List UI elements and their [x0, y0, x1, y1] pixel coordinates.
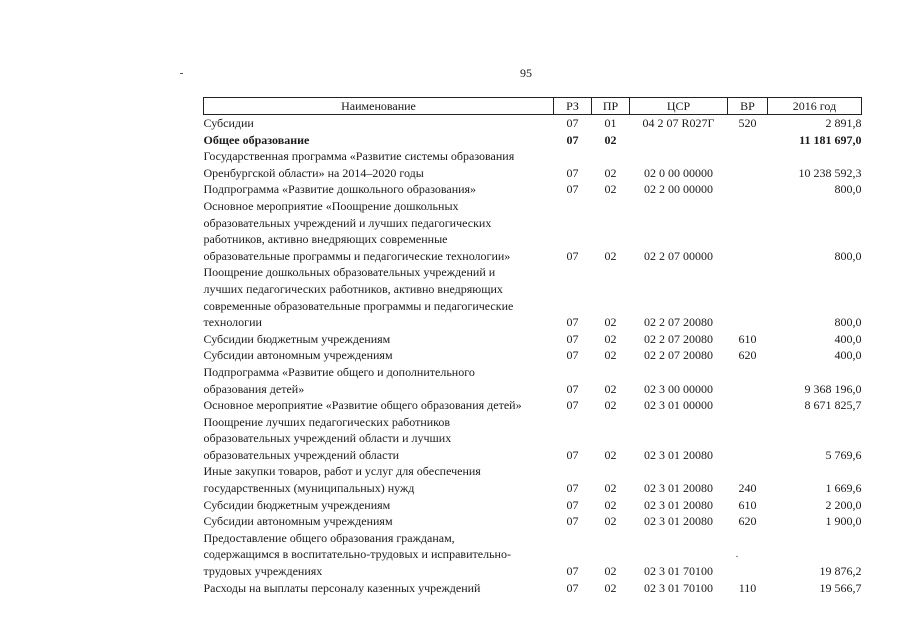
- row-pr: 02: [604, 514, 617, 529]
- row-rz: 07: [566, 481, 579, 496]
- row-sum: 5 769,6: [825, 447, 862, 462]
- row-name-line: современные образовательные программы и педагогические: [203, 298, 514, 313]
- row-vr: [728, 364, 768, 397]
- row-name-line: Субсидии автономным учреждениям: [203, 514, 393, 529]
- row-name: [204, 115, 554, 132]
- row-sum: 800,0: [834, 182, 862, 197]
- row-pr: 02: [604, 481, 617, 496]
- row-pr: 02: [604, 497, 617, 512]
- budget-table: [203, 97, 862, 596]
- row-name-line: Иные закупки товаров, работ и услуг для обеспечения: [203, 464, 481, 479]
- row-name: [204, 397, 554, 414]
- row-rz: 07: [566, 497, 579, 512]
- row-sum: 11 181 697,0: [799, 132, 862, 147]
- row-name-line: образовательных учреждений области и лучших: [203, 431, 452, 446]
- row-vr: 240: [738, 481, 757, 496]
- row-sum: 400,0: [834, 348, 862, 363]
- row-name-line: Основное мероприятие «Развитие общего образования детей»: [203, 398, 522, 413]
- row-name-line: трудовых учреждениях: [203, 564, 323, 579]
- row-rz: 07: [566, 165, 579, 180]
- table-row: [204, 397, 862, 414]
- row-name-line: Субсидии автономным учреждениям: [203, 348, 393, 363]
- row-csr: 02 2 07 00000: [644, 248, 713, 263]
- row-pr: 02: [604, 182, 617, 197]
- row-sum: 19 876,2: [819, 564, 862, 579]
- row-rz: 07: [566, 348, 579, 363]
- table-row: [204, 513, 862, 530]
- row-name: [204, 198, 554, 264]
- table-row: [204, 115, 862, 132]
- row-rz: 07: [566, 331, 579, 346]
- table-row: [204, 198, 862, 264]
- row-csr: [630, 132, 728, 149]
- row-rz: 07: [566, 182, 579, 197]
- table-row: [204, 364, 862, 397]
- row-sum: 10 238 592,3: [798, 165, 862, 180]
- row-name-line: содержащимся в воспитательно-трудовых и исправительно-: [203, 547, 511, 562]
- table-row: [204, 347, 862, 364]
- row-name: [204, 580, 554, 597]
- row-name-line: государственных (муниципальных) нужд: [203, 481, 415, 496]
- row-csr: 02 3 00 00000: [644, 381, 713, 396]
- row-name: [204, 497, 554, 514]
- row-sum: 800,0: [834, 248, 862, 263]
- row-name-line: Поощрение лучших педагогических работников: [203, 414, 451, 429]
- row-sum: 400,0: [834, 331, 862, 346]
- header-csr: ЦСР: [630, 98, 728, 115]
- row-csr: 02 2 07 20080: [644, 315, 713, 330]
- row-name-line: Государственная программа «Развитие системы образования: [203, 149, 515, 164]
- row-name-line: работников, активно внедряющих современные: [203, 232, 448, 247]
- row-rz: 07: [566, 116, 579, 130]
- row-name: [204, 181, 554, 198]
- row-vr: 110: [738, 580, 757, 595]
- table-row: [204, 414, 862, 464]
- table-row: [204, 463, 862, 496]
- row-vr: [728, 181, 768, 198]
- row-csr: 04 2 07 R027Г: [642, 116, 715, 130]
- row-vr: 610: [738, 497, 757, 512]
- table-row: [204, 148, 862, 181]
- row-vr: [728, 132, 768, 149]
- row-name: [204, 364, 554, 397]
- row-sum: 19 566,7: [819, 580, 862, 595]
- row-sum: 800,0: [834, 315, 862, 330]
- table-body: [204, 115, 862, 597]
- row-csr: 02 3 01 20080: [644, 514, 713, 529]
- row-rz: 07: [566, 514, 579, 529]
- row-name: [204, 347, 554, 364]
- row-name: [204, 530, 554, 580]
- row-pr: 02: [604, 348, 617, 363]
- row-name-line: Субсидии бюджетным учреждениям: [203, 497, 391, 512]
- row-name-line: технологии: [203, 315, 262, 330]
- row-name: [204, 331, 554, 348]
- row-name-line: Поощрение дошкольных образовательных учреждений и: [203, 265, 496, 280]
- row-vr: [728, 397, 768, 414]
- row-name: [204, 148, 554, 181]
- row-rz: 07: [566, 564, 579, 579]
- row-name-line: образовательные программы и педагогические технологии»: [203, 248, 511, 263]
- header-vr: ВР: [728, 98, 768, 115]
- row-vr: 520: [738, 116, 757, 130]
- row-csr: 02 0 00 00000: [644, 165, 713, 180]
- row-pr: 02: [604, 398, 617, 413]
- header-name: Наименование: [204, 98, 554, 115]
- row-sum: 2 891,8: [825, 116, 862, 130]
- row-name-line: Оренбургской области» на 2014–2020 годы: [203, 165, 424, 180]
- row-name-line: Субсидии бюджетным учреждениям: [203, 331, 391, 346]
- row-name-line: Субсидии: [203, 116, 254, 130]
- row-name-line: образовательных учреждений области: [203, 447, 400, 462]
- row-vr: 620: [738, 348, 757, 363]
- row-pr: 02: [604, 564, 617, 579]
- row-vr: [728, 198, 768, 264]
- row-rz: 07: [566, 381, 579, 396]
- row-name-line: образовательных учреждений и лучших педагогических: [203, 215, 492, 230]
- header-pr: ПР: [592, 98, 630, 115]
- header-year: 2016 год: [768, 98, 862, 115]
- row-name-line: Расходы на выплаты персоналу казенных учреждений: [203, 580, 481, 595]
- row-csr: 02 3 01 70100: [644, 564, 713, 579]
- row-csr: 02 2 07 20080: [644, 331, 713, 346]
- table-row: [204, 580, 862, 597]
- table-row: [204, 331, 862, 348]
- row-rz: 07: [566, 398, 579, 413]
- row-sum: 1 669,6: [825, 481, 862, 496]
- row-name: [204, 264, 554, 330]
- row-pr: 02: [604, 315, 617, 330]
- row-name-line: Общее образование: [203, 132, 310, 147]
- row-csr: 02 3 01 70100: [644, 580, 713, 595]
- row-rz: 07: [566, 447, 579, 462]
- row-rz: 07: [566, 580, 579, 595]
- row-pr: 01: [604, 116, 617, 130]
- row-name-line: Подпрограмма «Развитие общего и дополнительного: [203, 364, 475, 379]
- row-sum: 1 900,0: [825, 514, 862, 529]
- row-csr: 02 3 01 20080: [644, 447, 713, 462]
- row-vr: 620: [738, 514, 757, 529]
- row-vr: [728, 264, 768, 330]
- table-row: [204, 497, 862, 514]
- row-pr: 02: [604, 447, 617, 462]
- table-row: [204, 264, 862, 330]
- row-name: [204, 463, 554, 496]
- row-sum: 2 200,0: [825, 497, 862, 512]
- row-pr: 02: [604, 580, 617, 595]
- row-vr: [728, 148, 768, 181]
- row-csr: 02 3 01 00000: [644, 398, 713, 413]
- row-sum: 8 671 825,7: [804, 398, 862, 413]
- row-name-line: лучших педагогических работников, активно внедряющих: [203, 281, 503, 296]
- row-csr: 02 3 01 20080: [644, 481, 713, 496]
- row-pr: 02: [604, 331, 617, 346]
- row-pr: 02: [604, 165, 617, 180]
- header-rz: РЗ: [554, 98, 592, 115]
- row-csr: 02 2 00 00000: [644, 182, 713, 197]
- table-row: [204, 132, 862, 149]
- row-name: [204, 132, 554, 149]
- row-name-line: Предоставление общего образования гражданам,: [203, 530, 455, 545]
- row-csr: 02 2 07 20080: [644, 348, 713, 363]
- row-name: [204, 513, 554, 530]
- row-pr: 02: [604, 381, 617, 396]
- table-header: [204, 98, 862, 115]
- scan-mark: [180, 73, 183, 74]
- row-name-line: Основное мероприятие «Поощрение дошкольных: [203, 198, 459, 213]
- table-row: [204, 181, 862, 198]
- row-name: [204, 414, 554, 464]
- row-sum: 9 368 196,0: [804, 381, 862, 396]
- page-number: 95: [520, 66, 532, 80]
- row-vr: [728, 414, 768, 464]
- row-vr: [728, 530, 768, 580]
- row-pr: 02: [604, 248, 617, 263]
- row-pr: 02: [604, 132, 617, 147]
- row-vr: 610: [738, 331, 757, 346]
- row-name-line: образования детей»: [203, 381, 305, 396]
- row-rz: 07: [566, 315, 579, 330]
- table-row: [204, 530, 862, 580]
- row-name-line: Подпрограмма «Развитие дошкольного образования»: [203, 182, 477, 197]
- row-rz: 07: [566, 132, 579, 147]
- row-csr: 02 3 01 20080: [644, 497, 713, 512]
- row-rz: 07: [566, 248, 579, 263]
